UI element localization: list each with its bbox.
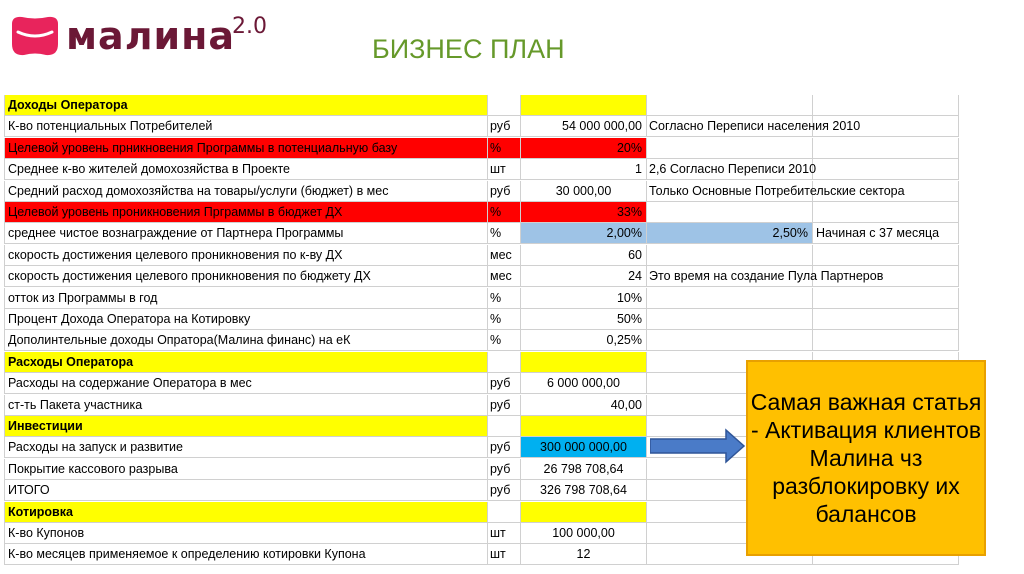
row-extra[interactable] — [813, 245, 959, 266]
row-value[interactable]: 2,00% — [521, 223, 647, 244]
row-unit[interactable]: шт — [488, 544, 521, 565]
row-unit[interactable]: % — [488, 288, 521, 309]
row-note[interactable]: Это время на создание Пула Партнеров — [647, 266, 813, 287]
row-label[interactable]: Инвестиции — [4, 416, 488, 437]
row-label[interactable]: отток из Программы в год — [4, 288, 488, 309]
row-label[interactable]: Расходы на содержание Оператора в мес — [4, 373, 488, 394]
row-unit[interactable]: % — [488, 138, 521, 159]
table-row — [0, 138, 1024, 160]
table-row — [0, 202, 1024, 224]
row-label[interactable]: Покрытие кассового разрыва — [4, 459, 488, 480]
row-label[interactable]: ст-ть Пакета участника — [4, 395, 488, 416]
row-note[interactable]: Только Основные Потребительские сектора — [647, 181, 813, 202]
row-value[interactable]: 6 000 000,00 — [521, 373, 647, 394]
table-row — [0, 159, 1024, 181]
row-value[interactable]: 20% — [521, 138, 647, 159]
row-label[interactable]: ИТОГО — [4, 480, 488, 501]
row-unit[interactable]: руб — [488, 480, 521, 501]
row-unit[interactable]: % — [488, 309, 521, 330]
row-value[interactable] — [521, 416, 647, 437]
row-label[interactable]: скорость достижения целевого проникновения по к-ву ДХ — [4, 245, 488, 266]
row-value[interactable]: 30 000,00 — [521, 181, 647, 202]
row-label[interactable]: Дополинтельные доходы Опратора(Малина финанс) на еК — [4, 330, 488, 351]
row-unit[interactable]: руб — [488, 181, 521, 202]
row-unit[interactable] — [488, 352, 521, 373]
row-label[interactable]: Целевой уровень прникновения Программы в потенциальную базу — [4, 138, 488, 159]
row-extra[interactable] — [813, 288, 959, 309]
row-extra[interactable]: Начиная с 37 месяца — [813, 223, 959, 244]
table-row — [0, 288, 1024, 310]
row-extra[interactable] — [813, 116, 959, 137]
table-row — [0, 95, 1024, 117]
row-extra[interactable] — [813, 95, 959, 116]
row-value[interactable]: 33% — [521, 202, 647, 223]
table-row — [0, 223, 1024, 245]
row-extra[interactable] — [813, 309, 959, 330]
row-label[interactable]: скорость достижения целевого проникновения по бюджету ДХ — [4, 266, 488, 287]
row-label[interactable]: Котировка — [4, 502, 488, 523]
row-unit[interactable] — [488, 95, 521, 116]
row-unit[interactable] — [488, 416, 521, 437]
row-label[interactable]: К-во потенциальных Потребителей — [4, 116, 488, 137]
row-value[interactable]: 26 798 708,64 — [521, 459, 647, 480]
table-row — [0, 266, 1024, 288]
row-value[interactable]: 0,25% — [521, 330, 647, 351]
row-note[interactable] — [647, 330, 813, 351]
table-row — [0, 116, 1024, 138]
row-unit[interactable]: мес — [488, 266, 521, 287]
row-value[interactable]: 24 — [521, 266, 647, 287]
row-extra[interactable] — [813, 181, 959, 202]
row-label[interactable]: К-во месяцев применяемое к определению котировки Купона — [4, 544, 488, 565]
row-note[interactable]: 2,50% — [647, 223, 813, 244]
row-unit[interactable] — [488, 502, 521, 523]
row-label[interactable]: Расходы на запуск и развитие — [4, 437, 488, 458]
row-unit[interactable]: % — [488, 202, 521, 223]
callout-text: Самая важная статья - Активация клиентов Малина чз разблокировку их балансов — [750, 389, 982, 527]
row-label[interactable]: Процент Дохода Оператора на Котировку — [4, 309, 488, 330]
row-label[interactable]: Доходы Оператора — [4, 95, 488, 116]
table-row — [0, 309, 1024, 331]
row-label[interactable]: Расходы Оператора — [4, 352, 488, 373]
row-value[interactable]: 40,00 — [521, 395, 647, 416]
row-unit[interactable]: % — [488, 223, 521, 244]
table-row — [0, 245, 1024, 267]
row-value[interactable] — [521, 352, 647, 373]
row-unit[interactable]: мес — [488, 245, 521, 266]
row-unit[interactable]: шт — [488, 159, 521, 180]
row-extra[interactable] — [813, 159, 959, 180]
row-note[interactable]: Согласно Переписи населения 2010 — [647, 116, 813, 137]
malina-logo-icon — [8, 14, 62, 63]
row-unit[interactable]: руб — [488, 395, 521, 416]
row-note[interactable] — [647, 202, 813, 223]
row-label[interactable]: среднее чистое вознаграждение от Партнера Программы — [4, 223, 488, 244]
row-value[interactable]: 50% — [521, 309, 647, 330]
table-row — [0, 330, 1024, 352]
logo-version: 2.0 — [232, 14, 267, 39]
row-unit[interactable]: руб — [488, 373, 521, 394]
row-value[interactable] — [521, 502, 647, 523]
row-value[interactable]: 12 — [521, 544, 647, 565]
row-value[interactable]: 100 000,00 — [521, 523, 647, 544]
row-note[interactable] — [647, 95, 813, 116]
row-value[interactable]: 10% — [521, 288, 647, 309]
page-title: БИЗНЕС ПЛАН — [372, 34, 565, 64]
row-value[interactable]: 300 000 000,00 — [521, 437, 647, 458]
row-value[interactable]: 326 798 708,64 — [521, 480, 647, 501]
row-unit[interactable]: % — [488, 330, 521, 351]
row-note[interactable] — [647, 138, 813, 159]
row-unit[interactable]: руб — [488, 437, 521, 458]
table-row — [0, 181, 1024, 203]
row-unit[interactable]: руб — [488, 116, 521, 137]
row-label[interactable]: Средний расход домохозяйства на товары/услуги (бюджет) в мес — [4, 181, 488, 202]
row-unit[interactable]: шт — [488, 523, 521, 544]
row-extra[interactable] — [813, 330, 959, 351]
row-unit[interactable]: руб — [488, 459, 521, 480]
arrow-right-icon — [650, 428, 746, 464]
row-label[interactable]: К-во Купонов — [4, 523, 488, 544]
row-label[interactable]: Среднее к-во жителей домохозяйства в Проекте — [4, 159, 488, 180]
logo-wordmark: малина — [66, 14, 236, 58]
row-note[interactable] — [647, 245, 813, 266]
row-note[interactable]: 2,6 Согласно Переписи 2010 — [647, 159, 813, 180]
row-value[interactable]: 60 — [521, 245, 647, 266]
row-note[interactable] — [647, 309, 813, 330]
row-value[interactable]: 54 000 000,00 — [521, 116, 647, 137]
row-extra[interactable] — [813, 266, 959, 287]
row-extra[interactable] — [813, 138, 959, 159]
row-note[interactable] — [647, 288, 813, 309]
row-value[interactable] — [521, 95, 647, 116]
row-value[interactable]: 1 — [521, 159, 647, 180]
row-extra[interactable] — [813, 202, 959, 223]
callout-box — [746, 360, 986, 556]
row-label[interactable]: Целевой уровень проникновения Прграммы в бюджет ДХ — [4, 202, 488, 223]
